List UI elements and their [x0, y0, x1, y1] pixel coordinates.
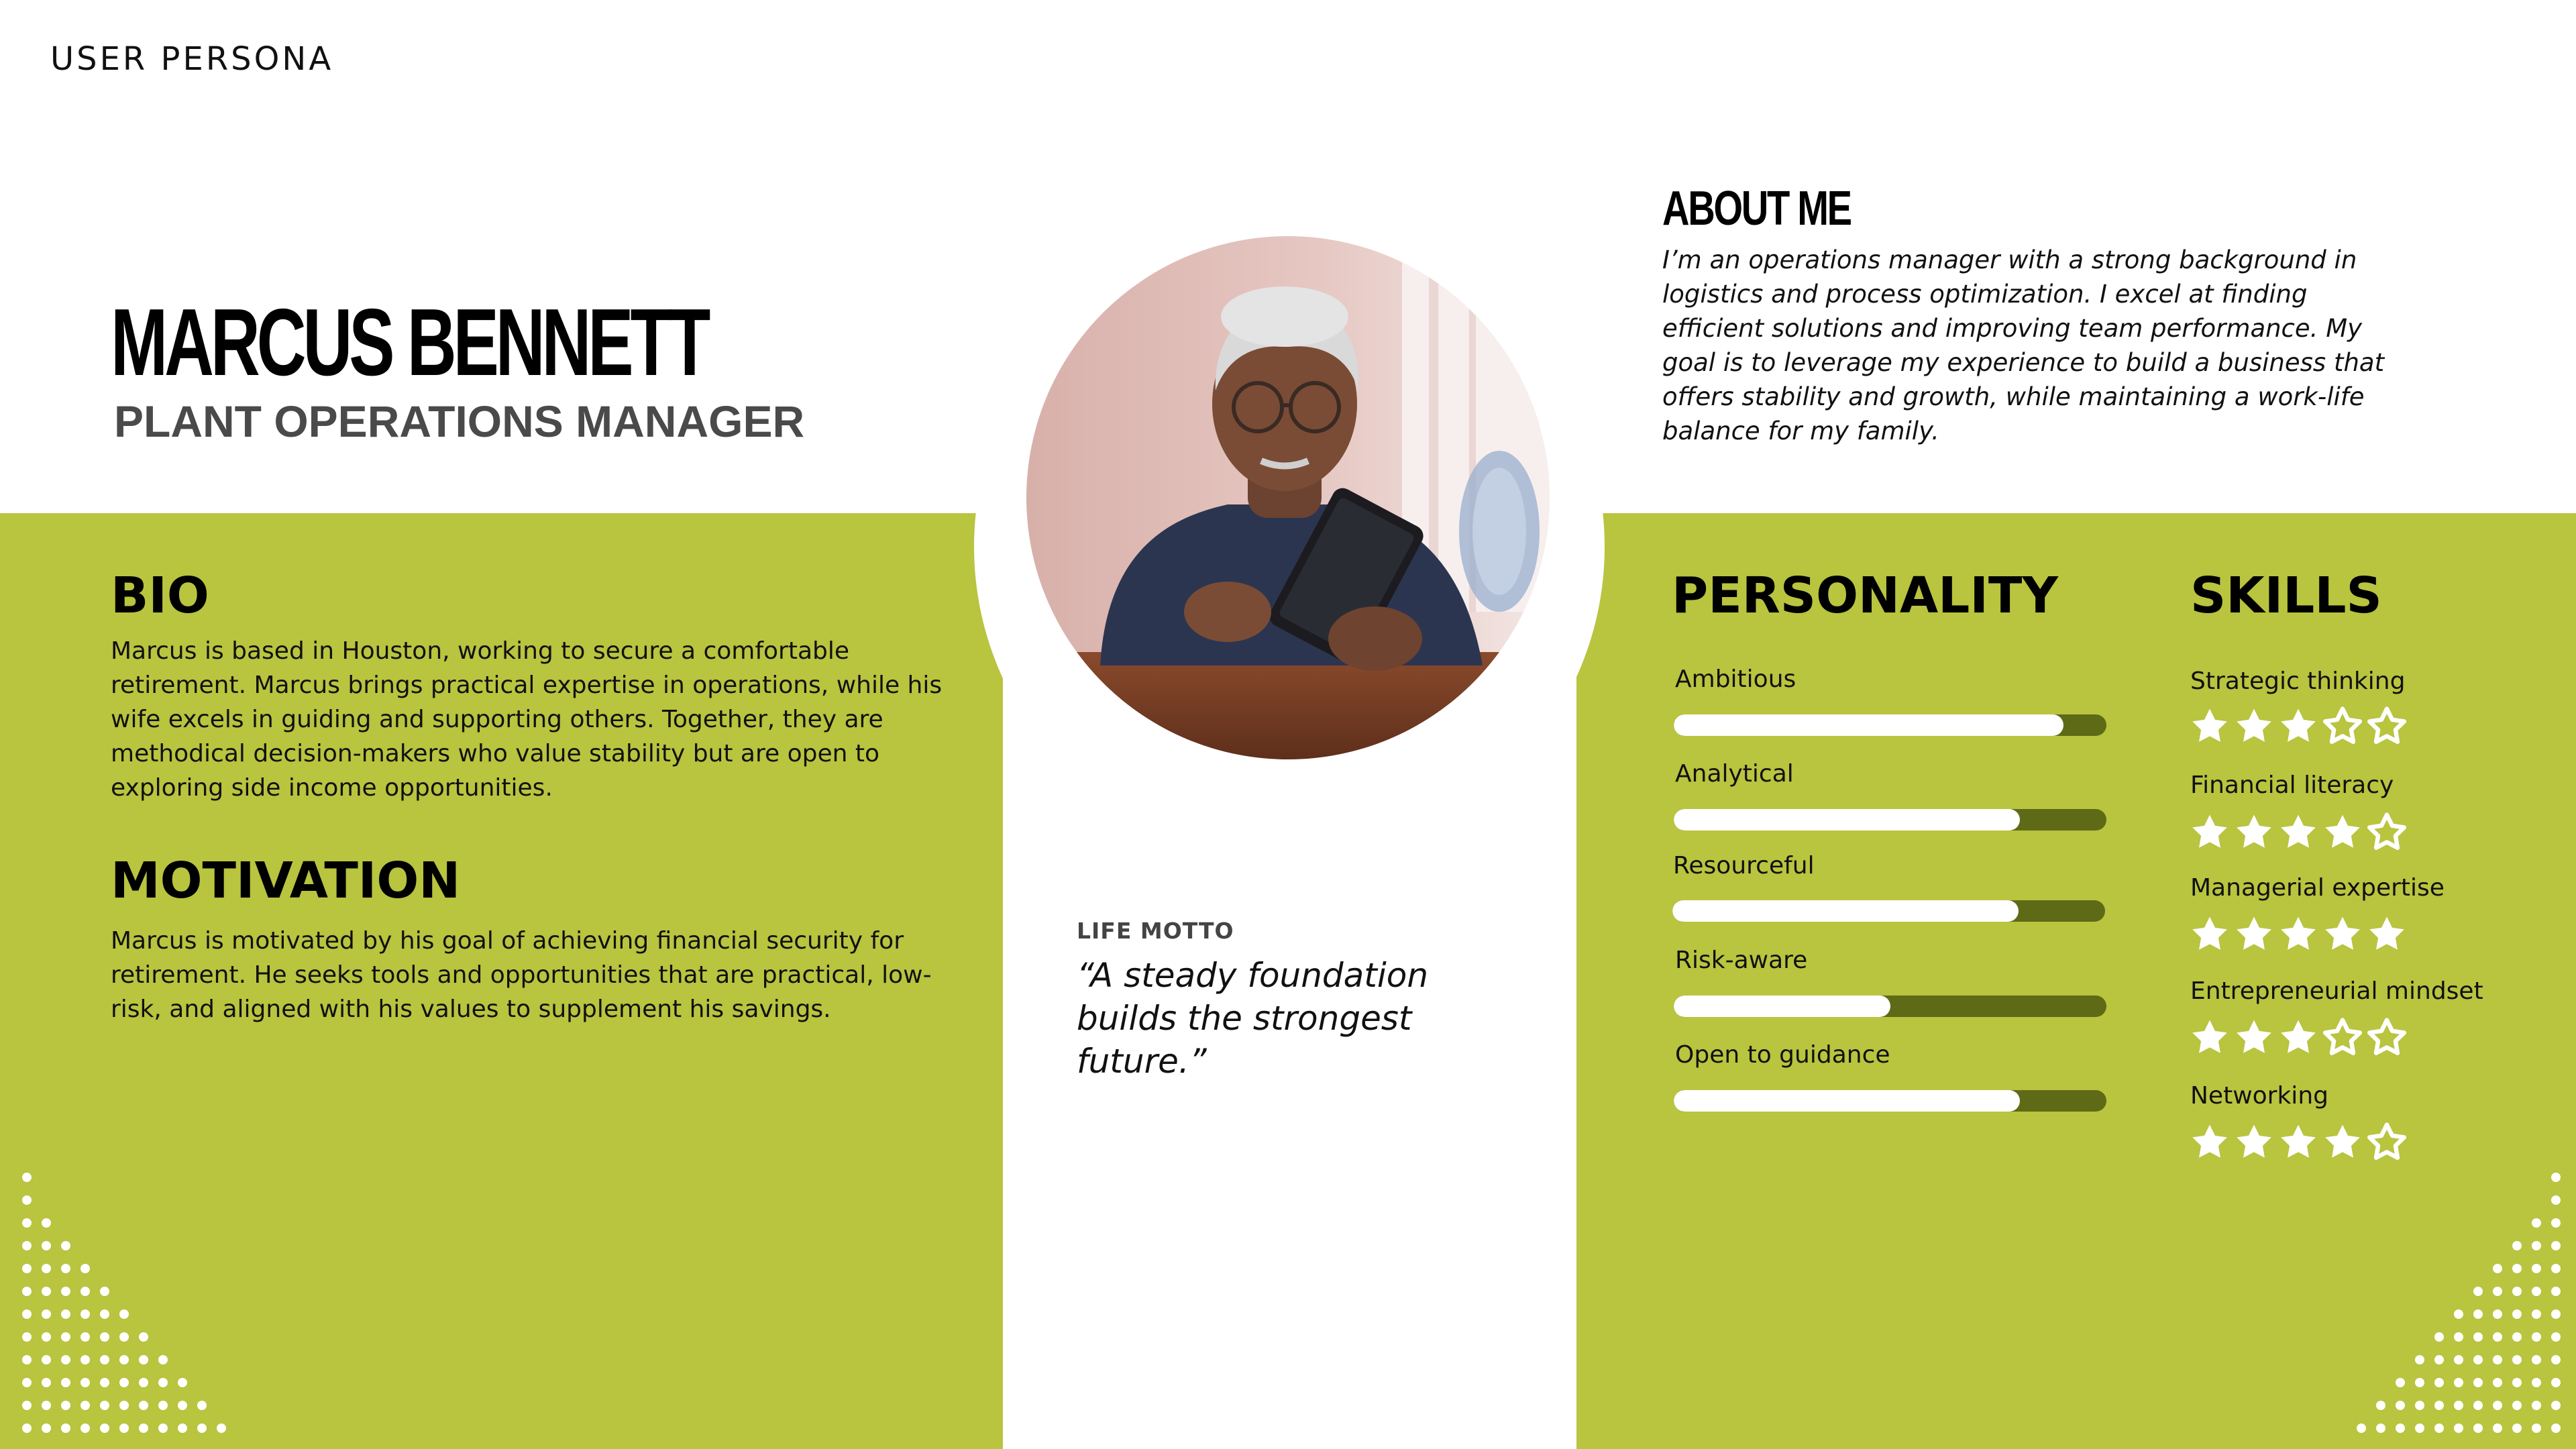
star-filled-icon — [2233, 1122, 2275, 1163]
skill-label: Managerial expertise — [2190, 874, 2445, 902]
trait-bar — [1674, 809, 2106, 830]
about-title: ABOUT ME — [1662, 182, 1851, 235]
bio-text: Marcus is based in Houston, working to secure a comfortable retirement. Marcus brings practical expertise in operations, while his wife excels in guiding and supporting others. Together, they are methodical decision-makers who value stability but are open to exploring side income opportunities. — [111, 637, 943, 802]
star-filled-icon — [2277, 914, 2319, 955]
skill-rating — [2189, 1122, 2408, 1163]
trait-label: Resourceful — [1673, 852, 1815, 879]
trait-bar — [1674, 1090, 2106, 1112]
star-filled-icon — [2322, 914, 2363, 955]
persona-illustration — [1026, 236, 1550, 759]
skill-label: Entrepreneurial mindset — [2190, 977, 2483, 1005]
star-outline-icon — [2366, 1017, 2408, 1059]
star-filled-icon — [2189, 914, 2231, 955]
star-filled-icon — [2277, 706, 2319, 747]
persona-name: MARCUS BENNETT — [111, 289, 708, 396]
skill-label: Financial literacy — [2190, 771, 2394, 799]
trait-bar-fill — [1674, 1090, 2020, 1112]
star-outline-icon — [2366, 706, 2408, 747]
star-filled-icon — [2322, 1122, 2363, 1163]
star-filled-icon — [2322, 812, 2363, 853]
skill-label: Strategic thinking — [2190, 667, 2406, 695]
star-outline-icon — [2322, 1017, 2363, 1059]
star-filled-icon — [2189, 812, 2231, 853]
personality-title: PERSONALITY — [1672, 567, 2058, 625]
star-filled-icon — [2189, 706, 2231, 747]
trait-bar-fill — [1672, 900, 2019, 922]
star-filled-icon — [2189, 1017, 2231, 1059]
motto-label: LIFE MOTTO — [1077, 918, 1234, 944]
trait-bar-fill — [1674, 809, 2020, 830]
star-outline-icon — [2366, 1122, 2408, 1163]
skills-title: SKILLS — [2190, 567, 2382, 625]
star-filled-icon — [2277, 1017, 2319, 1059]
trait-bar — [1672, 900, 2105, 922]
bio-title: BIO — [111, 567, 209, 625]
motivation-title: MOTIVATION — [111, 852, 461, 910]
skill-rating — [2189, 914, 2408, 955]
motto-text: “A steady foundation builds the strongest future.” — [1077, 956, 1429, 1081]
star-outline-icon — [2366, 812, 2408, 853]
trait-bar-fill — [1674, 996, 1890, 1017]
persona-photo — [1026, 236, 1550, 759]
trait-label: Risk-aware — [1675, 947, 1808, 974]
persona-job-title: PLANT OPERATIONS MANAGER — [114, 396, 805, 446]
star-filled-icon — [2233, 706, 2275, 747]
about-text: I’m an operations manager with a strong background in logistics and process optimization. I excel at finding efficient solutions and improving team performance. My goal is to leverage my experience to build a business that offers stability and growth, while maintaining a work-life balance for my family. — [1662, 246, 2385, 445]
trait-bar — [1674, 996, 2106, 1017]
skill-rating — [2189, 812, 2408, 853]
motivation-text: Marcus is motivated by his goal of achieving financial security for retirement. He seeks tools and opportunities that are practical, low-risk, and aligned with his values to supplement his savings. — [111, 927, 932, 1023]
trait-bar — [1674, 714, 2106, 736]
star-filled-icon — [2277, 812, 2319, 853]
star-filled-icon — [2233, 1017, 2275, 1059]
trait-bar-fill — [1674, 714, 2063, 736]
star-filled-icon — [2233, 914, 2275, 955]
skill-label: Networking — [2190, 1082, 2328, 1110]
skill-rating — [2189, 1017, 2408, 1059]
document-label: USER PERSONA — [50, 40, 334, 78]
trait-label: Analytical — [1675, 760, 1794, 788]
star-outline-icon — [2322, 706, 2363, 747]
skill-rating — [2189, 706, 2408, 747]
star-filled-icon — [2277, 1122, 2319, 1163]
star-filled-icon — [2233, 812, 2275, 853]
trait-label: Open to guidance — [1675, 1041, 1890, 1069]
star-filled-icon — [2189, 1122, 2231, 1163]
star-filled-icon — [2366, 914, 2408, 955]
trait-label: Ambitious — [1675, 665, 1796, 693]
